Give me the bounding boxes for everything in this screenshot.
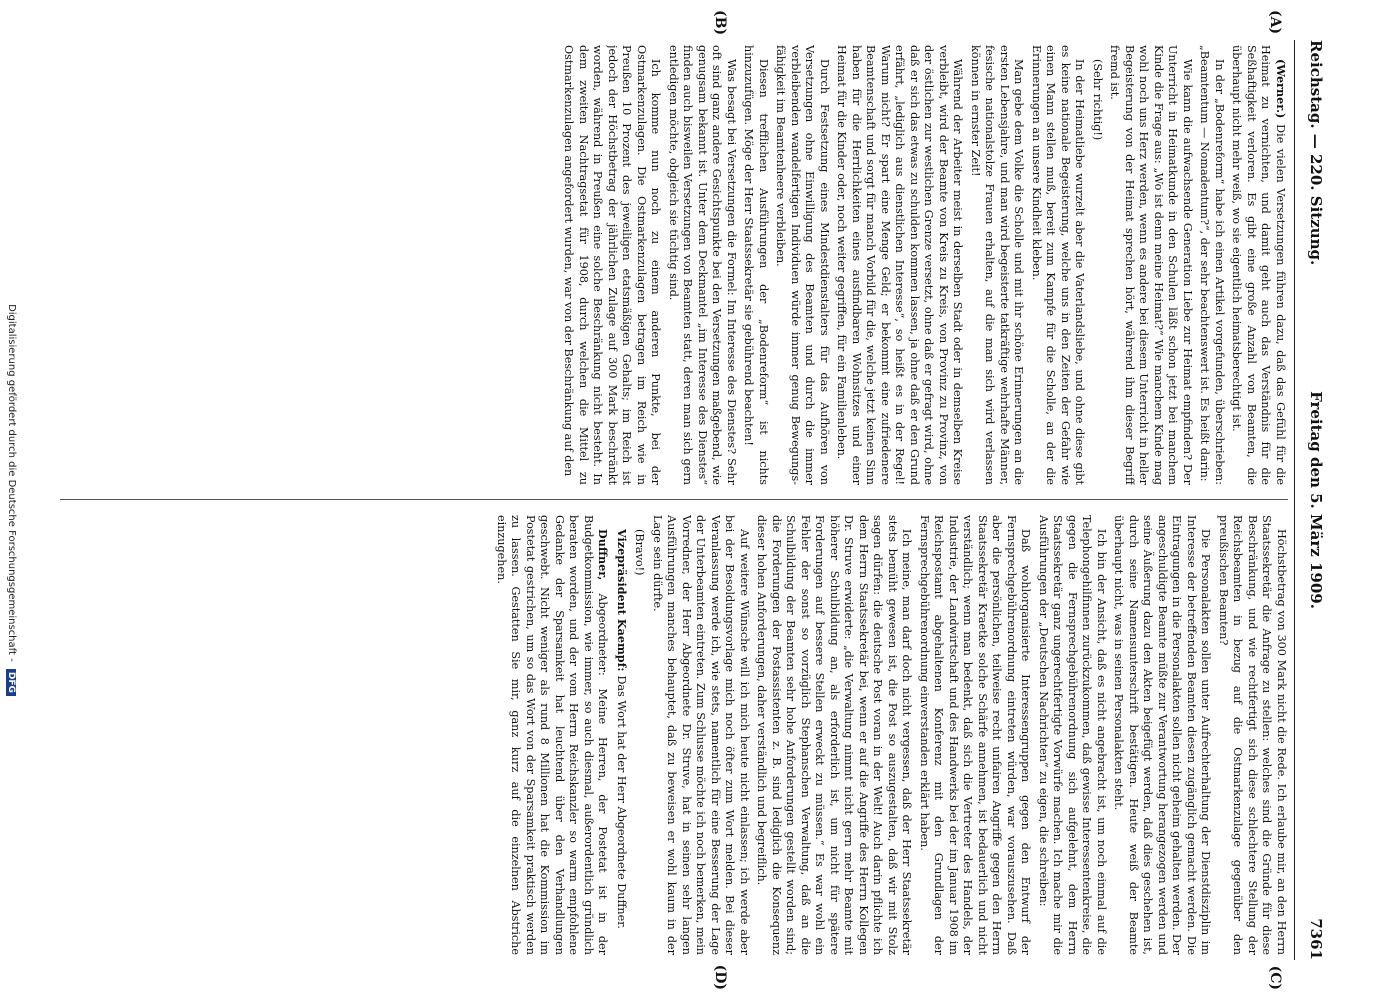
paragraph-text: Daß wohlorganisierte Interessengruppen gegen den Entwurf der Fernsprechgebührenordnung eintreten würden, war vorauszusehen. Daß aber die persönlichen, teilweise recht unfairen Angriffe gegen den Herrn Staatssekretär Kraetke solche Schärfe annehmen, ist bedauerlich und nicht verständlich; wenn man bedenkt, daß sich die Vertreter des Handels, der Industrie, der Landwirtschaft und des Handwerks bei der im Januar 1908 im Reichspostamt abgehaltenen Konferenz mit den Grundlagen der Fernsprechgebührenordnung einverstanden erklärt haben. xyxy=(918,515,1033,955)
paragraph-text: Wie kann die aufwachsende Generation Liebe zur Heimat empfinden? Der Unterricht in Heimatkunde in den Schulen läßt schon jetzt bei manchem Kinde die Frage aus: „Wo ist denn meine Heimat?“ Wie manchem Kinde mag wohl noch uns Herz werden, wenn es andere bei diesem Unterricht in heller Begeisterung von der Heimat sprechen hört, während ihm dieser Begriff fremd ist. xyxy=(1108,45,1194,485)
paragraph xyxy=(494,515,611,955)
paragraph-text: Was besagt bei Versetzungen die Formel: Im Interesse des Dienstes? Sehr oft sind ganz andere Gesichtspunkte bei den Versetzungen maßgebend, wie genugsam bekannt ist. Unter dem Deckmantel „im Interesse des Dienstes“ finden auch bisweilen Versetzungen von Beamten statt, deren man sich gern entledigen möchte, obgleich sie tüchtig sind. xyxy=(667,45,738,485)
paragraph-text: Auf weitere Wünsche will ich mich heute nicht einlassen; ich werde aber bei der Besoldungsvorlage mich noch öfter zum Wort melden. Bei dieser Veranlassung werde ich, wie stets, namentlich für eine Besserung der Lage der Unterbeamten eintreten. Zum Schlusse möchte ich noch bemerken, mein Vorredner, der Herr Abgeordnete Dr. Struve, hat in seinen sehr langen Ausführungen manches behauptet, daß zu beweisen er wohl kaum in der Lage sein dürfte. xyxy=(651,515,751,955)
paragraph xyxy=(1216,515,1289,955)
column-divider xyxy=(60,499,1288,500)
paragraph-text: Höchstbetrag von 300 Mark nicht die Rede. Ich erlaube mir, an den Herrn Staatssekretär die Anfrage zu stellen: welches sind die Gründe für diese Beschränkung, und wie rechtfertigt sich diese schlechtere Stellung der Reichsbeamten in bezug auf die Ostmarkenzulage gegenüber den preußischen Beamten? xyxy=(1217,515,1288,955)
paragraph-text: (Bravo!) xyxy=(633,529,647,576)
paragraph xyxy=(650,515,752,955)
paragraph xyxy=(968,45,1026,485)
page-header xyxy=(1297,40,1325,960)
paragraph xyxy=(614,515,630,955)
paragraph xyxy=(1197,45,1226,485)
paragraph xyxy=(632,515,647,955)
paragraph-text: Diesen trefflichen Ausführungen der „Bodenreform“ ist nichts hinzuzufügen. Möge der Herr Staatssekretär sie gebührend beachten! xyxy=(742,45,770,485)
footer-text: Digitalisierung gefördert durch die Deutsche Forschungsgemeinschaft - xyxy=(6,304,17,662)
paragraph-text: Ich meine, man darf doch nicht vergessen, daß der Herr Staatssekretär stets bemüht gewesen ist, die Post so auszugestalten, daß wir mit Stolz sagen dürfen: die deutsche Post voran in der Welt! Auch darin pflichte ich dem Herrn Staatssekretär bei, wenn er auf die Angriffe des Herrn Kollegen Dr. Struve erwiderte: „die Verwaltung nimmt nicht gern mehr Beamte mit höherer Schulbildung an, als erforderlich ist, um nicht für spätere Forderungen auf bessere Stellen erweckt zu müssen.“ Es war wohl ein Fehler der sonst so vorzüglich Stephanschen Verwaltung, daß an die Schulbildung der Beamten sehr hohe Anforderungen gestellt worden sind; die Forderungen der Postassistenten z. B. sind lediglich die Konsequenz dieser hohen Anforderungen, daher verständlich und begreiflich. xyxy=(755,515,914,955)
margin-marker-a: (A) xyxy=(1267,10,1283,35)
paragraph-text: In der „Bodenreform“ habe ich einen Artikel vorgefunden, überschrieben: „Beamtentum — Nomadentum?“, der sehr beachtenswert ist. Es heißt darin: xyxy=(1198,45,1226,485)
header-rule xyxy=(1294,40,1295,960)
paragraph xyxy=(1090,45,1105,485)
paragraph xyxy=(754,515,914,955)
paragraph-text: Die Personalakten sollen unter Aufrechterhaltung der Dienstdisziplin im Interesse der betreffenden Beamten diesen zugänglich gemacht werden. Die Eintragungen in die Personalakten sollen nicht geheim gehalten werden. Der angeschuldigte Beamte müßte zur Verantwortung herangezogen werden und seine Äußerung dazu den Akten beigefügt werden, daß dies geschehen ist, durch seine Namensunterschrift bestätigen. Heute weiß der Beamte überhaupt nicht, was in seinen Personalakten steht. xyxy=(1112,515,1213,955)
paragraph-text: Man gebe dem Volke die Scholle und mit ihr schöne Erinnerungen an die ersten Lebensjahre, und man wird begeisterte tatkräftige wehrhafte Männer, fesische nationalstolze Frauen erhalten, auf die man sich wird verlassen können in ernster Zeit! xyxy=(969,45,1026,485)
paragraph xyxy=(1229,45,1288,485)
paragraph xyxy=(1107,45,1194,485)
speaker-name: Vizepräsident Kaempf: xyxy=(615,529,629,676)
paragraph xyxy=(1036,515,1109,955)
margin-marker-d: (D) xyxy=(712,964,728,990)
paragraph-text: Die vielen Versetzungen führen dazu, daß das Gefühl für die Heimat zu vernichten, und damit geht auch das Verständnis für die Seßhaftigkeit verloren. Es gibt eine große Anzahl von Beamten, die überhaupt nicht mehr weiß, wo sie eigentlich heimatsberechtigt ist. xyxy=(1230,45,1287,485)
paragraph-text: Abgeordneter: Meine Herren, der Postetat ist in der Budgetkommission, wie immer, so auch diesmal, außerordentlich gründlich beraten worden, und der vom Herrn Reichskanzler so warm empfohlene Gedanke der Sparsamkeit hat leuchtend über den Verhandlungen geschwebt. Nicht weniger als rund 8 Millionen hat die Kommission im Postetat gestrichen, um so das Wort von der Sparsamkeit praktisch werden zu lassen. Gestatten Sie mir, ganz kurz auf die einzelnen Abstriche einzugehen. xyxy=(495,515,610,955)
paragraph xyxy=(561,45,663,485)
paragraph-text: Durch Festsetzung eines Mindestdienstalters für das Aufhören von Versetzungen ohne Einwilligung des Beamten und durch die immer verbleibenden wandelfertigen Individuen würde immer genug Bewegungs-fähigkeit im Beamtenheere verbleiben. xyxy=(774,45,831,485)
paragraph-text: In der Heimatliebe wurzelt aber die Vaterlandsliebe, und ohne diese gibt es keine nationale Begeisterung, welche uns in den Zeiten der Gefahr wie einen Mann stellen muß, bereit zum Kampfe für die Scholle, an der die Erinnerungen an unsere Kindheit kleben. xyxy=(1030,45,1087,485)
dfg-logo: DFG xyxy=(6,669,16,696)
paragraph-text: Ich komme nun noch zu einem anderen Punkte, bei der Ostmarkenzulagen. Die Ostmarkenzulagen betragen im Reich wie in Preußen 10 Prozent des jeweiligen etatsmäßigen Gehalts; im Reich ist jedoch der Höchstbetrag der jährlichen Zulage auf 300 Mark beschränkt worden, während in Preußen eine solche Beschränkung nicht besteht. In dem zweiten Nachtragsetat für 1908, durch welchen die Mittel zu Ostmarkenzulagen angefordert wurden, war von der Beschränkung auf den xyxy=(562,45,663,485)
margin-marker-b: (B) xyxy=(712,10,728,36)
footer xyxy=(6,0,17,1000)
paragraph xyxy=(1111,515,1213,955)
column-left xyxy=(60,45,1288,485)
paragraph-text: Das Wort hat der Herr Abgeordnete Duffner. xyxy=(615,675,628,929)
paragraph-text: (Sehr richtig!) xyxy=(1091,59,1104,141)
header-left: Reichstag. — 220. Sitzung. xyxy=(1307,40,1325,266)
margin-marker-c: (C) xyxy=(1267,965,1283,990)
speaker-name: (Werner.) xyxy=(1274,59,1288,125)
paragraph xyxy=(666,45,739,485)
paragraph-text: Während der Arbeiter meist in derselben Stadt oder in demselben Kreise verbleibt, wird der Beamte von Kreis zu Kreis, von Provinz zu Provinz, von der östlichen zur westlichen Grenze versetzt, ohne daß er gefragt wird, ohne daß er sich das etwas zu schulden kommen lassen, ja ohne daß er den Grund erfährt, „lediglich aus dienstlichen Interesse“, so heißt es in der Regel! Warum nicht? Er spart eine Menge Geld; er bekommt eine zufriedenere Beamtenschaft und sorgt für manch Vorbild für die, welche jetzt keinen Sinn haben für die Herrlichkeiten eines ausfindbaren Wohnsitzes und einer Heimat für die Kinder oder, noch weiter gegriffen, für ein Familienleben. xyxy=(835,45,965,485)
paragraph xyxy=(834,45,965,485)
header-center: Freitag den 5. März 1909. xyxy=(1307,391,1325,609)
paragraph xyxy=(741,45,770,485)
column-right xyxy=(60,515,1288,955)
paragraph xyxy=(773,45,831,485)
speaker-name: Duffner, xyxy=(596,529,611,594)
paragraph xyxy=(917,515,1033,955)
paragraph-text: Ich bin der Ansicht, daß es nicht angebracht ist, um noch einmal auf die Telephongehilfinnen zurückzukommen, daß gewisse Interessentenkreise, die gegen die Fernsprechgebührenordnung sich aufgelehnt, dem Herrn Staatssekretär ganz ungerechtfertigte Vorwürfe machen. Ich mache mir die Ausführungen der „Deutschen Nachrichten“ zu eigen, die schreiben: xyxy=(1037,515,1108,955)
page-number: 7361 xyxy=(1307,918,1325,960)
paragraph xyxy=(1029,45,1087,485)
